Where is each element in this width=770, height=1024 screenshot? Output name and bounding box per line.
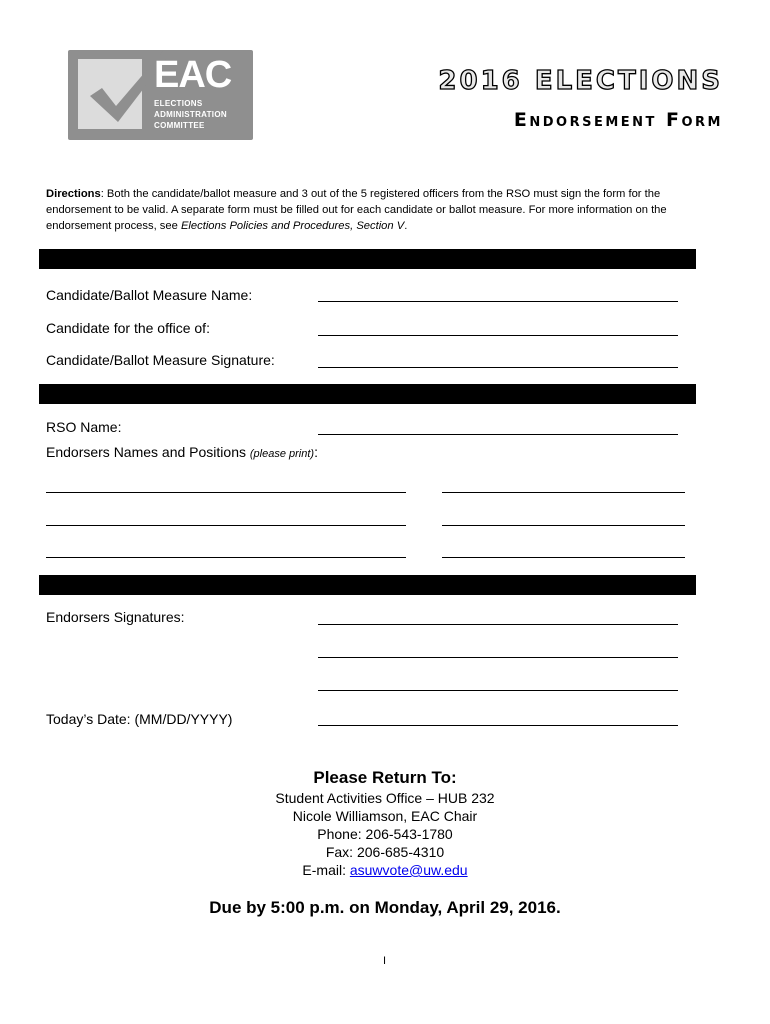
endorser-name-field-1[interactable] [46, 492, 406, 493]
endorser-position-field-2[interactable] [442, 525, 685, 526]
directions-label: Directions [46, 188, 101, 200]
section-divider-rso [39, 384, 696, 404]
return-contact: Nicole Williamson, EAC Chair [292, 808, 478, 824]
endorser-position-field-3[interactable] [442, 557, 685, 558]
email-link[interactable]: asuwvote@uw.edu [349, 862, 468, 878]
date-field[interactable] [318, 725, 678, 726]
candidate-office-field[interactable] [318, 335, 678, 336]
date-label: Today’s Date: (MM/DD/YYYY) [46, 711, 233, 727]
endorser-signature-field-1[interactable] [318, 624, 678, 625]
due-date-notice: Due by 5:00 p.m. on Monday, April 29, 2016. [209, 898, 561, 917]
endorser-signature-field-2[interactable] [318, 657, 678, 658]
section-divider-signatures [39, 575, 696, 595]
endorsers-signatures-label: Endorsers Signatures: [46, 609, 185, 625]
return-email-line: E-mail: asuwvote@uw.edu [302, 862, 468, 878]
endorsers-names-label: Endorsers Names and Positions (please print): [46, 444, 318, 460]
candidate-signature-label: Candidate/Ballot Measure Signature: [46, 352, 275, 368]
endorser-signature-field-3[interactable] [318, 690, 678, 691]
rso-name-field[interactable] [318, 434, 678, 435]
print-hint: (please print) [249, 448, 315, 460]
form-title-name: Endorsement Form [513, 109, 723, 131]
endorser-position-field-1[interactable] [442, 492, 685, 493]
policy-reference: Elections Policies and Procedures, Section V [180, 220, 405, 232]
rso-name-label: RSO Name: [46, 419, 122, 435]
logo-subtitle: ELECTIONS ADMINISTRATION COMMITTEE [154, 99, 227, 130]
page-number: I [383, 955, 387, 967]
candidate-name-label: Candidate/Ballot Measure Name: [46, 287, 253, 303]
section-divider-candidate [39, 249, 696, 269]
return-heading: Please Return To: [313, 768, 457, 787]
endorser-name-field-2[interactable] [46, 525, 406, 526]
return-fax: Fax: 206-685-4310 [325, 844, 445, 860]
candidate-office-label: Candidate for the office of: [46, 320, 210, 336]
endorser-name-field-3[interactable] [46, 557, 406, 558]
eac-logo [68, 50, 253, 140]
logo-acronym: EAC [154, 54, 232, 96]
candidate-signature-field[interactable] [318, 367, 678, 368]
directions-text: Directions: Both the candidate/ballot measure and 3 out of the 5 registered officers from the RSO must sign the form for the endorsement to be valid. A separate form must be filled out for each candidate or ballot measure. For more information on the endorsement process, see Elections Policies and Procedures, Section V. [46, 188, 667, 232]
candidate-name-field[interactable] [318, 301, 678, 302]
form-title-year: 2016 ELECTIONS [438, 66, 723, 96]
return-office: Student Activities Office – HUB 232 [275, 790, 495, 806]
return-phone: Phone: 206-543-1780 [317, 826, 453, 842]
